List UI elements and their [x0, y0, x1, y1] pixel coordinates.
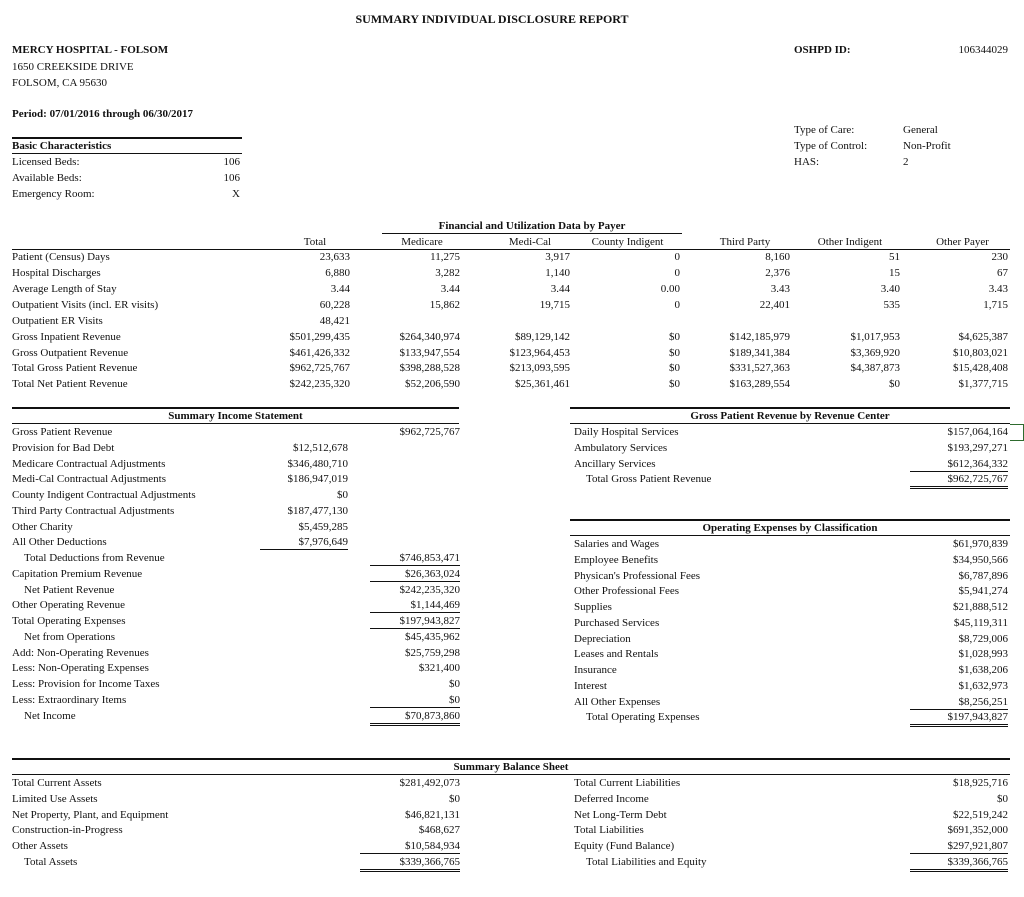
basic-row-value: 106: [223, 156, 240, 168]
balance-sheet-title: Summary Balance Sheet: [453, 761, 569, 773]
financial-row-label: Outpatient ER Visits: [12, 315, 103, 327]
income-row-amount: $746,853,471: [370, 552, 460, 566]
financial-cell: 0.00: [660, 283, 680, 295]
opex-title-rule: [570, 535, 1010, 536]
financial-cell: $0: [669, 331, 680, 343]
income-row-detail: $0: [337, 489, 348, 501]
care-row-label: Type of Care:: [794, 124, 855, 136]
financial-cell: $1,377,715: [958, 378, 1008, 390]
income-row-detail: $187,477,130: [287, 505, 348, 517]
income-top-rule: [12, 407, 459, 409]
income-row-label: Net Income: [24, 710, 76, 722]
revenue-center-row-value: $962,725,767: [910, 473, 1008, 489]
financial-cell: $0: [669, 362, 680, 374]
income-row-label: Third Party Contractual Adjustments: [12, 505, 175, 517]
financial-row-label: Patient (Census) Days: [12, 251, 110, 263]
income-row-label: Capitation Premium Revenue: [12, 568, 143, 580]
financial-cell: 51: [889, 251, 900, 263]
opex-row-label: Supplies: [574, 601, 612, 613]
financial-cell: 15: [889, 267, 900, 279]
revenue-center-row-value: $193,297,271: [947, 442, 1008, 454]
financial-cell: $10,803,021: [953, 347, 1008, 359]
financial-cell: 23,633: [319, 251, 350, 263]
income-row-amount: $26,363,024: [370, 568, 460, 582]
financial-cell: 22,401: [759, 299, 790, 311]
income-row-label: Less: Provision for Income Taxes: [12, 678, 160, 690]
income-row-amount: $962,725,767: [399, 426, 460, 438]
opex-row-value: $45,119,311: [953, 617, 1008, 629]
opex-row-value: $1,638,206: [958, 664, 1008, 676]
care-row-value: 2: [903, 156, 909, 168]
revenue-center-top-rule: [570, 407, 1010, 409]
income-statement-title: Summary Income Statement: [168, 410, 303, 422]
opex-row-label: All Other Expenses: [574, 696, 661, 708]
liability-row-value: $0: [997, 793, 1008, 805]
financial-cell: 48,421: [319, 315, 350, 327]
revenue-center-title-rule: [570, 423, 1010, 424]
income-row-label: Add: Non-Operating Revenues: [12, 647, 149, 659]
asset-row-value: $10,584,934: [360, 840, 460, 854]
financial-cell: 67: [997, 267, 1008, 279]
revenue-center-row-label: Ancillary Services: [574, 458, 656, 470]
basic-title-rule: [12, 153, 242, 154]
financial-cell: 3.44: [440, 283, 460, 295]
financial-cell: $331,527,363: [729, 362, 790, 374]
income-row-amount: $197,943,827: [370, 615, 460, 629]
opex-row-value: $5,941,274: [958, 585, 1008, 597]
opex-row-label: Total Operating Expenses: [586, 711, 700, 723]
income-row-label: Less: Extraordinary Items: [12, 694, 127, 706]
asset-row-value: $339,366,765: [360, 856, 460, 872]
financial-header-rule: [12, 249, 1010, 250]
oshpd-id-value: 106344029: [958, 44, 1008, 56]
liability-row-value: $297,921,807: [910, 840, 1008, 854]
financial-title: Financial and Utilization Data by Payer: [438, 220, 626, 232]
financial-column-header: Other Indigent: [817, 236, 883, 248]
income-row-label: Total Operating Expenses: [12, 615, 126, 627]
basic-row-label: Licensed Beds:: [12, 156, 80, 168]
financial-cell: $15,428,408: [953, 362, 1008, 374]
income-row-amount: $25,759,298: [405, 647, 460, 659]
oshpd-id-label: OSHPD ID:: [794, 44, 851, 56]
financial-cell: $501,299,435: [289, 331, 350, 343]
financial-row-label: Total Net Patient Revenue: [12, 378, 128, 390]
financial-cell: 3,282: [435, 267, 460, 279]
financial-row-label: Gross Outpatient Revenue: [12, 347, 129, 359]
liability-row-value: $691,352,000: [947, 824, 1008, 836]
financial-cell: 2,376: [765, 267, 790, 279]
balance-title-rule: [12, 774, 1010, 775]
financial-cell: $398,288,528: [399, 362, 460, 374]
hospital-address-line2: FOLSOM, CA 95630: [12, 77, 108, 89]
asset-row-value: $468,627: [418, 824, 460, 836]
income-row-label: Net from Operations: [24, 631, 116, 643]
income-row-amount: $70,873,860: [370, 710, 460, 726]
balance-top-rule: [12, 758, 1010, 760]
financial-cell: 3.44: [330, 283, 350, 295]
financial-column-header: County Indigent: [591, 236, 664, 248]
financial-cell: $461,426,332: [289, 347, 350, 359]
income-row-detail: $186,947,019: [287, 473, 348, 485]
asset-row-value: $46,821,131: [405, 809, 460, 821]
income-title-rule: [12, 423, 459, 424]
asset-row-label: Other Assets: [12, 840, 68, 852]
financial-cell: $962,725,767: [289, 362, 350, 374]
income-row-amount: $0: [370, 694, 460, 708]
liability-row-label: Total Current Liabilities: [574, 777, 681, 789]
income-row-detail: $12,512,678: [293, 442, 348, 454]
opex-row-label: Employee Benefits: [574, 554, 659, 566]
income-row-detail: $7,976,649: [260, 536, 348, 550]
income-row-label: Other Operating Revenue: [12, 599, 126, 611]
financial-column-header: Third Party: [719, 236, 771, 248]
reporting-period: Period: 07/01/2016 through 06/30/2017: [12, 108, 193, 120]
financial-column-header: Medi-Cal: [508, 236, 552, 248]
financial-cell: 3.40: [880, 283, 900, 295]
financial-column-header: Medicare: [401, 236, 443, 248]
opex-row-label: Physican's Professional Fees: [574, 570, 701, 582]
financial-cell: $264,340,974: [399, 331, 460, 343]
financial-cell: 15,862: [429, 299, 460, 311]
opex-row-label: Purchased Services: [574, 617, 660, 629]
opex-row-value: $1,632,973: [958, 680, 1008, 692]
financial-cell: $189,341,384: [729, 347, 790, 359]
income-row-amount: $45,435,962: [405, 631, 460, 643]
income-row-label: Medi-Cal Contractual Adjustments: [12, 473, 166, 485]
liability-row-value: $18,925,716: [953, 777, 1008, 789]
liability-row-value: $22,519,242: [953, 809, 1008, 821]
revenue-center-row-value: $612,364,332: [910, 458, 1008, 472]
asset-row-label: Total Current Assets: [12, 777, 102, 789]
financial-cell: $3,369,920: [850, 347, 900, 359]
asset-row-value: $0: [449, 793, 460, 805]
liability-row-label: Equity (Fund Balance): [574, 840, 675, 852]
financial-cell: $25,361,461: [515, 378, 570, 390]
asset-row-value: $281,492,073: [399, 777, 460, 789]
income-row-amount: $242,235,320: [399, 584, 460, 596]
financial-cell: 3.43: [988, 283, 1008, 295]
opex-row-label: Salaries and Wages: [574, 538, 660, 550]
revenue-center-title: Gross Patient Revenue by Revenue Center: [690, 410, 890, 422]
financial-cell: $213,093,595: [509, 362, 570, 374]
financial-column-header: Total: [303, 236, 327, 248]
asset-row-label: Total Assets: [24, 856, 78, 868]
opex-row-value: $8,256,251: [910, 696, 1008, 710]
income-row-label: County Indigent Contractual Adjustments: [12, 489, 196, 501]
financial-row-label: Outpatient Visits (incl. ER visits): [12, 299, 159, 311]
revenue-center-row-label: Ambulatory Services: [574, 442, 668, 454]
basic-row-label: Emergency Room:: [12, 188, 95, 200]
financial-cell: 0: [674, 299, 680, 311]
opex-row-value: $6,787,896: [958, 570, 1008, 582]
financial-cell: $133,947,554: [399, 347, 460, 359]
financial-cell: 19,715: [539, 299, 570, 311]
liability-row-label: Net Long-Term Debt: [574, 809, 667, 821]
income-row-amount: $0: [449, 678, 460, 690]
financial-cell: 3,917: [545, 251, 570, 263]
basic-row-value: X: [232, 188, 240, 200]
opex-row-value: $1,028,993: [958, 648, 1008, 660]
financial-cell: 3.44: [550, 283, 570, 295]
financial-cell: 1,715: [983, 299, 1008, 311]
revenue-center-row-value: $157,064,164: [947, 426, 1008, 438]
financial-cell: 3.43: [770, 283, 790, 295]
opex-row-value: $61,970,839: [953, 538, 1008, 550]
financial-cell: $1,017,953: [850, 331, 900, 343]
financial-cell: $4,387,873: [850, 362, 900, 374]
care-row-value: Non-Profit: [903, 140, 951, 152]
revenue-center-row-label: Daily Hospital Services: [574, 426, 679, 438]
cell-selection-marker: [1010, 424, 1024, 441]
opex-row-label: Insurance: [574, 664, 617, 676]
financial-cell: $0: [669, 378, 680, 390]
financial-row-label: Average Length of Stay: [12, 283, 117, 295]
opex-row-label: Other Professional Fees: [574, 585, 680, 597]
financial-column-header: Other Payer: [936, 236, 989, 248]
asset-row-label: Construction-in-Progress: [12, 824, 123, 836]
financial-cell: $123,964,453: [509, 347, 570, 359]
liability-row-label: Total Liabilities and Equity: [586, 856, 707, 868]
opex-row-label: Leases and Rentals: [574, 648, 659, 660]
liability-row-label: Total Liabilities: [574, 824, 644, 836]
income-row-label: Medicare Contractual Adjustments: [12, 458, 166, 470]
financial-title-rule: [382, 233, 682, 234]
hospital-name: MERCY HOSPITAL - FOLSOM: [12, 44, 169, 56]
financial-cell: $4,625,387: [958, 331, 1008, 343]
report-title: SUMMARY INDIVIDUAL DISCLOSURE REPORT: [355, 12, 629, 26]
opex-title: Operating Expenses by Classification: [702, 522, 878, 534]
income-row-detail: $5,459,285: [298, 521, 348, 533]
financial-cell: $142,185,979: [729, 331, 790, 343]
financial-row-label: Hospital Discharges: [12, 267, 101, 279]
liability-row-value: $339,366,765: [910, 856, 1008, 872]
basic-row-value: 106: [223, 172, 240, 184]
financial-cell: 1,140: [545, 267, 570, 279]
income-row-label: Provision for Bad Debt: [12, 442, 115, 454]
liability-row-label: Deferred Income: [574, 793, 649, 805]
opex-row-label: Interest: [574, 680, 607, 692]
income-row-label: Less: Non-Operating Expenses: [12, 662, 149, 674]
income-row-detail: $346,480,710: [287, 458, 348, 470]
financial-cell: 60,228: [319, 299, 350, 311]
financial-cell: 535: [883, 299, 900, 311]
financial-cell: 0: [674, 251, 680, 263]
basic-row-label: Available Beds:: [12, 172, 82, 184]
opex-top-rule: [570, 519, 1010, 521]
financial-cell: $0: [669, 347, 680, 359]
financial-row-label: Total Gross Patient Revenue: [12, 362, 138, 374]
income-row-label: Other Charity: [12, 521, 73, 533]
financial-row-label: Gross Inpatient Revenue: [12, 331, 121, 343]
opex-row-value: $21,888,512: [953, 601, 1008, 613]
revenue-center-row-label: Total Gross Patient Revenue: [586, 473, 712, 485]
financial-cell: 6,880: [325, 267, 350, 279]
financial-cell: 11,275: [430, 251, 460, 263]
hospital-address-line1: 1650 CREEKSIDE DRIVE: [12, 61, 134, 73]
income-row-label: All Other Deductions: [12, 536, 107, 548]
care-row-label: Type of Control:: [794, 140, 868, 152]
financial-cell: $0: [889, 378, 900, 390]
basic-top-rule: [12, 137, 242, 139]
income-row-amount: $1,144,469: [370, 599, 460, 613]
opex-row-value: $8,729,006: [958, 633, 1008, 645]
financial-cell: $242,235,320: [289, 378, 350, 390]
financial-cell: $89,129,142: [515, 331, 570, 343]
opex-row-value: $197,943,827: [910, 711, 1008, 727]
income-row-label: Net Patient Revenue: [24, 584, 115, 596]
financial-cell: $163,289,554: [729, 378, 790, 390]
asset-row-label: Limited Use Assets: [12, 793, 98, 805]
income-row-label: Gross Patient Revenue: [12, 426, 113, 438]
financial-cell: 0: [674, 267, 680, 279]
opex-row-label: Depreciation: [574, 633, 631, 645]
financial-cell: $52,206,590: [405, 378, 460, 390]
asset-row-label: Net Property, Plant, and Equipment: [12, 809, 169, 821]
care-row-label: HAS:: [794, 156, 820, 168]
basic-characteristics-title: Basic Characteristics: [12, 140, 112, 152]
financial-cell: 8,160: [765, 251, 790, 263]
care-row-value: General: [903, 124, 938, 136]
financial-cell: 230: [991, 251, 1008, 263]
opex-row-value: $34,950,566: [953, 554, 1008, 566]
income-row-label: Total Deductions from Revenue: [24, 552, 165, 564]
income-row-amount: $321,400: [418, 662, 460, 674]
